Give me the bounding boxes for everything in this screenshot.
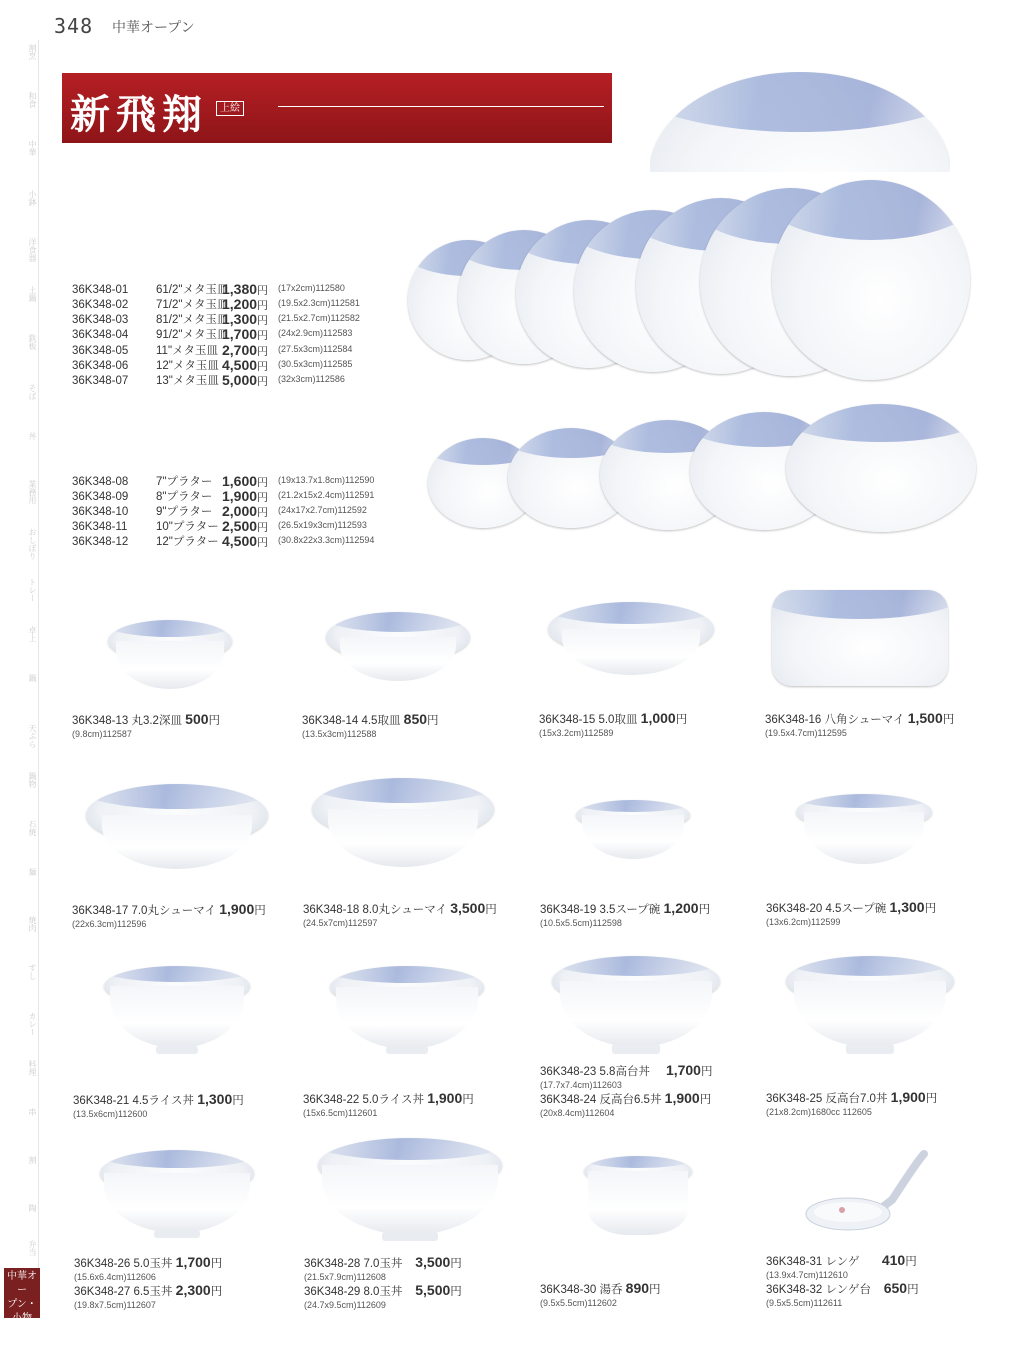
side-index-item[interactable]: 焼肉	[28, 916, 37, 932]
side-index-item[interactable]: そば	[28, 384, 37, 400]
bowl-image	[86, 784, 268, 870]
item-price: 4,500円	[222, 533, 269, 549]
grade-badge: 上絵	[216, 101, 244, 116]
item-code: 36K348-05	[72, 345, 129, 357]
side-index-item[interactable]: 丼	[28, 432, 37, 440]
side-tab-active[interactable]	[4, 1268, 40, 1324]
list-item	[72, 518, 367, 534]
spoon-image	[800, 1148, 936, 1244]
bowl-image	[576, 800, 690, 862]
item-price: 5,000円	[222, 372, 269, 388]
product-caption: 36K348-15 5.0取皿 1,000円 (15x3.2cm)112589	[539, 710, 688, 738]
side-index-item[interactable]: 洋食器	[28, 238, 37, 262]
product-caption: 36K348-29 8.0玉丼 5,500円 (24.7x9.5cm)112609	[304, 1282, 462, 1310]
side-index-item[interactable]: すし	[28, 964, 37, 980]
list-item	[72, 503, 367, 519]
list-item	[72, 342, 353, 358]
plate-image	[772, 180, 970, 380]
product-caption: 36K348-13 丸3.2深皿 500円 (9.8cm)112587	[72, 711, 221, 739]
plate-image	[326, 612, 470, 684]
side-index-item[interactable]: 割	[28, 1156, 37, 1164]
side-tab-line: 中華オー	[7, 1271, 37, 1296]
item-price: 1,700円	[222, 326, 269, 342]
list-item	[72, 473, 375, 489]
item-name: 12"プラター	[156, 536, 219, 548]
product-caption: 36K348-22 5.0ライス丼 1,900円 (15x6.5cm)112601	[303, 1090, 474, 1118]
section-title: 中華オープン	[112, 19, 195, 35]
item-code: 36K348-01	[72, 284, 129, 296]
side-index-item[interactable]: 料理	[28, 1060, 37, 1076]
side-index-item[interactable]: 割烹	[28, 44, 37, 60]
product-caption: 36K348-30 湯呑 890円 (9.5x5.5cm)112602	[540, 1280, 661, 1308]
item-code: 36K348-11	[72, 521, 128, 533]
plate-image	[548, 602, 714, 676]
item-dims: (21.2x15x2.4cm)112591	[278, 490, 375, 500]
item-name: 91/2"メタ玉皿	[156, 329, 229, 341]
series-title: 新飛翔	[70, 91, 208, 138]
item-code: 36K348-12	[72, 536, 129, 548]
item-price: 1,300円	[222, 311, 269, 327]
item-dims: (24x2.9cm)112583	[278, 328, 353, 338]
item-code: 36K348-07	[72, 375, 129, 387]
item-dims: (24x17x2.7cm)112592	[278, 505, 367, 515]
side-index-item[interactable]: 石焼	[28, 820, 37, 836]
product-caption: 36K348-14 4.5取皿 850円 (13.5x3cm)112588	[302, 711, 439, 739]
list-item	[72, 357, 353, 373]
item-code: 36K348-04	[72, 329, 129, 341]
bowl-image	[330, 966, 484, 1056]
product-caption: 36K348-24 反高台6.5丼 1,900円 (20x8.4cm)112604	[540, 1090, 712, 1118]
product-caption: 36K348-32 レンゲ台 650円 (9.5x5.5cm)112611	[766, 1280, 919, 1308]
item-name: 81/2"メタ玉皿	[156, 314, 229, 326]
side-index-item[interactable]: トレー	[28, 578, 37, 602]
side-index-item[interactable]: 小鉢	[28, 190, 37, 206]
product-caption: 36K348-20 4.5スープ碗 1,300円 (13x6.2cm)112599	[766, 899, 937, 927]
product-caption: 36K348-25 反高台7.0丼 1,900円 (21x8.2cm)1680cc 112605	[766, 1089, 938, 1117]
side-index-item[interactable]: 鍋物	[28, 772, 37, 788]
side-index-item[interactable]: 卓上	[28, 626, 37, 642]
item-code: 36K348-06	[72, 360, 129, 372]
bowl-image	[104, 966, 250, 1056]
list-item	[72, 372, 345, 388]
item-dims: (19.5x2.3cm)112581	[278, 298, 360, 308]
item-dims: (19x13.7x1.8cm)112590	[278, 475, 375, 485]
product-caption: 36K348-26 5.0玉丼 1,700円 (15.6x6.4cm)112606	[74, 1254, 223, 1282]
side-tab-line: プン・小物	[7, 1299, 37, 1324]
item-dims: (30.5x3cm)112585	[278, 359, 353, 369]
item-name: 7"プラター	[156, 476, 213, 488]
side-index-item[interactable]: 業務用	[28, 480, 37, 504]
side-index-item[interactable]: 鍋	[28, 674, 37, 682]
item-code: 36K348-09	[72, 491, 129, 503]
item-name: 11"メタ玉皿	[156, 345, 219, 357]
bowl-image	[108, 620, 232, 692]
teacup-image	[584, 1156, 692, 1242]
bowl-image	[100, 1150, 254, 1240]
item-dims: (21.5x2.7cm)112582	[278, 313, 360, 323]
product-caption: 36K348-21 4.5ライス丼 1,300円 (13.5x6cm)112600	[73, 1091, 244, 1119]
side-index-item[interactable]: 土鍋	[28, 286, 37, 302]
side-index-item[interactable]: 中華	[28, 140, 37, 156]
item-name: 61/2"メタ玉皿	[156, 284, 229, 296]
list-item	[72, 281, 345, 297]
list-item	[72, 296, 360, 312]
side-index-item[interactable]: 鉄板	[28, 334, 37, 350]
product-caption: 36K348-17 7.0丸シューマイ 1,900円 (22x6.3cm)112596	[72, 901, 266, 929]
item-dims: (32x3cm)112586	[278, 374, 345, 384]
item-price: 2,700円	[222, 342, 269, 358]
side-index-item[interactable]: 天ぷら	[28, 724, 37, 748]
item-price: 1,380円	[222, 281, 269, 297]
item-name: 13"メタ玉皿	[156, 375, 219, 387]
side-index-item[interactable]: 陶	[28, 1204, 37, 1212]
item-code: 36K348-03	[72, 314, 129, 326]
product-caption: 36K348-16 八角シューマイ 1,500円 (19.5x4.7cm)112595	[765, 710, 955, 738]
item-dims: (27.5x3cm)112584	[278, 344, 353, 354]
item-price: 1,900円	[222, 488, 269, 504]
item-name: 8"プラター	[156, 491, 213, 503]
item-dims: (17x2cm)112580	[278, 283, 345, 293]
bowl-image	[786, 956, 954, 1056]
item-name: 9"プラター	[156, 506, 213, 518]
item-price: 4,500円	[222, 357, 269, 373]
item-code: 36K348-02	[72, 299, 129, 311]
bowl-image	[552, 956, 720, 1056]
side-index-item[interactable]: おしぼり	[28, 528, 37, 560]
side-index-item[interactable]: 串	[28, 1108, 37, 1116]
item-code: 36K348-08	[72, 476, 129, 488]
list-item	[72, 311, 360, 327]
banner-rule	[278, 106, 604, 107]
product-caption: 36K348-28 7.0玉丼 3,500円 (21.5x7.9cm)112608	[304, 1254, 462, 1282]
item-price: 1,600円	[222, 473, 269, 489]
side-index-item[interactable]: 麺	[28, 868, 37, 876]
side-index-item[interactable]: 弁当	[28, 1240, 37, 1256]
item-code: 36K348-10	[72, 506, 129, 518]
side-index	[0, 40, 40, 1300]
product-caption: 36K348-18 8.0丸シューマイ 3,500円 (24.5x7cm)112597	[303, 900, 497, 928]
side-index-item[interactable]: 和食	[28, 92, 37, 108]
octagonal-dish-image	[772, 590, 948, 686]
product-caption: 36K348-31 レンゲ 410円 (13.9x4.7cm)112610	[766, 1252, 917, 1280]
item-name: 71/2"メタ玉皿	[156, 299, 229, 311]
item-price: 2,500円	[222, 518, 269, 534]
item-price: 1,200円	[222, 296, 269, 312]
platter-image	[786, 404, 976, 532]
item-name: 10"プラター	[156, 521, 219, 533]
list-item	[72, 326, 353, 342]
item-name: 12"メタ玉皿	[156, 360, 219, 372]
item-dims: (30.8x22x3.3cm)112594	[278, 535, 375, 545]
bowl-image	[318, 1138, 502, 1242]
page-number: 348	[54, 14, 94, 38]
item-dims: (26.5x19x3cm)112593	[278, 520, 367, 530]
item-price: 2,000円	[222, 503, 269, 519]
bowl-image	[312, 778, 494, 868]
product-caption: 36K348-19 3.5スープ碗 1,200円 (10.5x5.5cm)112598	[540, 900, 711, 928]
side-index-item[interactable]: カレー	[28, 1012, 37, 1036]
list-item	[72, 488, 375, 504]
product-caption: 36K348-23 5.8高台丼 1,700円 (17.7x7.4cm)112603	[540, 1062, 713, 1090]
product-caption: 36K348-27 6.5玉丼 2,300円 (19.8x7.5cm)112607	[74, 1282, 223, 1310]
list-item	[72, 533, 375, 549]
bowl-image	[796, 794, 932, 866]
